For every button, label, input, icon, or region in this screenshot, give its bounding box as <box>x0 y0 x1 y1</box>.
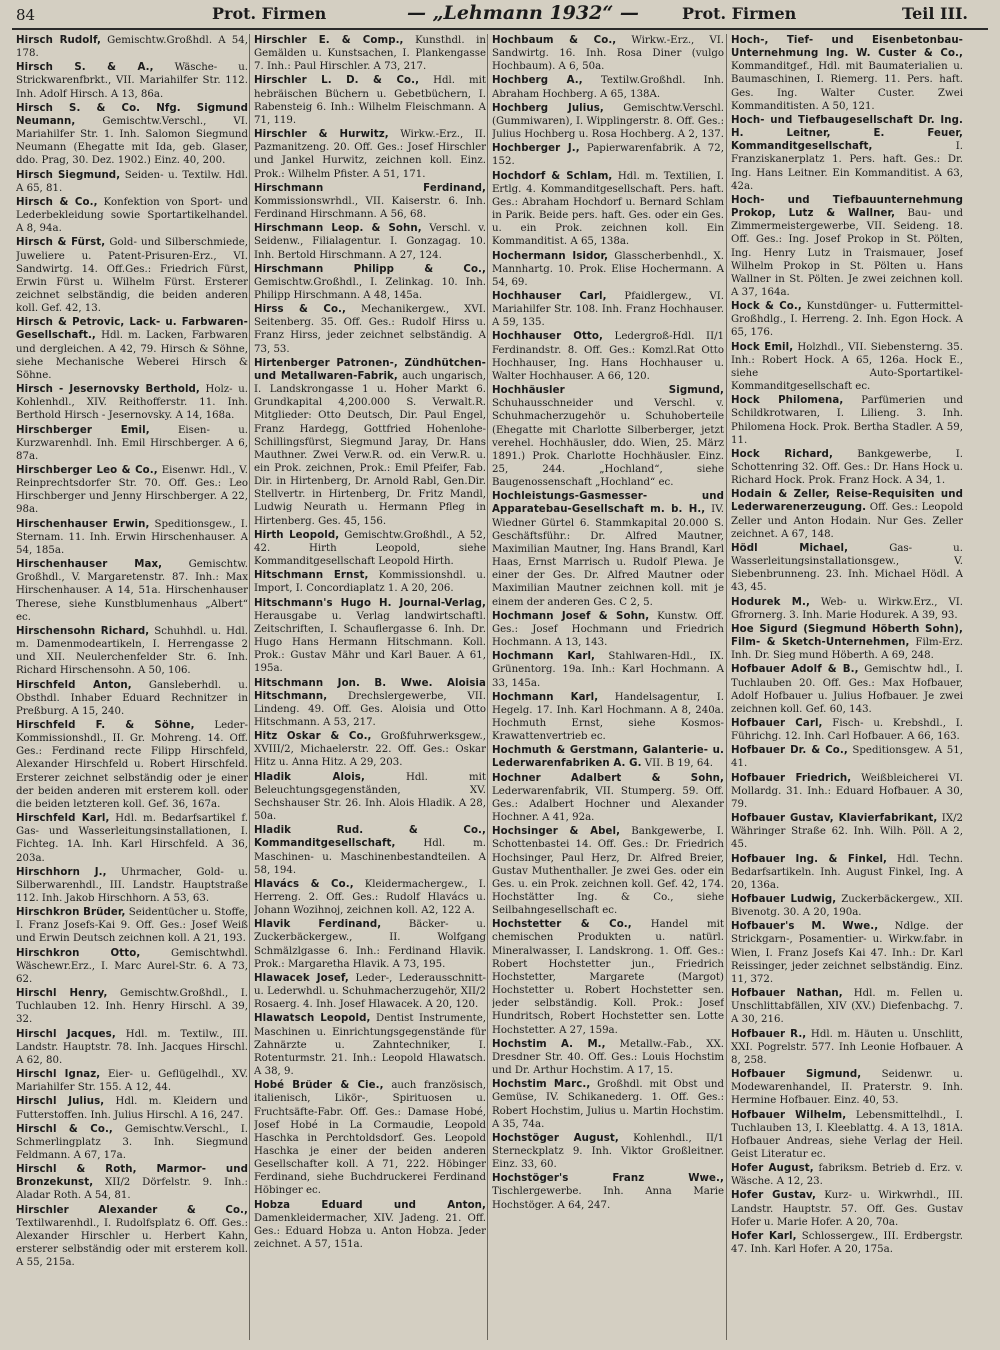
firm-details: Bau- und Zimmermeistergewerbe, VII. Seideng. 18. Off. Ges.: Ing. Josef Prokop in St. Pölten, Ing. Henry Lutz in Traismauer, Josef Wilhelm Prokop in St. Pölten u. Hans Wallner in St. Pölten. Je zwei zeichnen koll. A 37, 164a. <box>731 208 963 298</box>
firm-details: Holz- u. Kohlenhdl., XIV. Reithofferstr. 11. Inh. Berthold Hirsch - Jesernovsky. A 14, 168a. <box>16 384 248 422</box>
firm-name: Hirsch Rudolf, <box>16 35 101 46</box>
directory-entry <box>16 1123 248 1162</box>
header-rule <box>12 28 988 30</box>
firm-name: Hirschkron Brüder, <box>16 907 126 919</box>
directory-entry <box>731 194 963 299</box>
firm-name: Hochberger J., <box>492 143 580 155</box>
firm-name: Hirss & Co., <box>254 304 346 316</box>
directory-entry <box>492 170 724 249</box>
firm-details: Lederwarenfabrik, VII. Stumperg. 59. Off. Ges.: Adalbert Hochner und Alexander Hochner. A 41, 92a. <box>492 785 724 824</box>
directory-entry <box>492 250 724 289</box>
directory-entry <box>731 853 963 892</box>
directory-entry <box>492 610 724 649</box>
left-heading: Prot. Firmen <box>212 4 327 23</box>
directory-entry <box>254 569 486 595</box>
directory-entry <box>254 128 486 181</box>
directory-entry <box>254 74 486 127</box>
firm-details: Speditionsgew., I. Sternam. 11. Inh. Erwin Hirschenhauser. A 54, 185a. <box>16 518 248 556</box>
directory-entry <box>254 263 486 302</box>
directory-entry <box>16 34 248 60</box>
firm-name: Hirschmann Leop. & Sohn, <box>254 223 422 235</box>
column-divider <box>726 34 727 1340</box>
directory-entry <box>731 1028 963 1067</box>
directory-entry <box>492 330 724 383</box>
firm-name: Hirschl Jacques, <box>16 1028 116 1040</box>
directory-entry <box>492 1132 724 1171</box>
directory-entry <box>492 825 724 917</box>
firm-details: Großfuhrwerksgew., XVIII/2, Michaelerstr. 22. Off. Ges.: Oskar Hitz u. Anna Hitz. A 29, 203. <box>254 731 486 769</box>
firm-name: Hirschler E. & Comp., <box>254 35 404 46</box>
firm-name: Hirschler L. D. & Co., <box>254 75 420 87</box>
firm-details: Hdl. m. Lacken, Farbwaren und dergleichen. A 42, 79. Hirsch & Söhne, siehe Mechanische Weberei Hirsch & Söhne. <box>16 330 248 381</box>
firm-details: Kunstw. Off. Ges.: Josef Hochmann und Friedrich Hochmann. A 13, 143. <box>492 610 724 649</box>
directory-entry <box>254 824 486 877</box>
firm-details: Kommanditgef., Hdl. mit Baumaterialien u. Baumaschinen, I. Riemerg. 11. Pers. haft. Ges. Ing. Walter Custer. Zwei Kommanditisten. A 50, 121. <box>731 61 963 112</box>
directory-entry <box>731 114 963 193</box>
firm-details: Ndlge. der Strickgarn-, Posamentier- u. Wirkw.fabr. in Wien, I. Franz Josefs Kai 47. Inh.: Dr. Karl Reissinger, jeder zeichnet selbständig. Einz. 11, 372. <box>731 921 963 985</box>
firm-name: Hirsch & Co., <box>16 196 98 208</box>
firm-name: Hlavik Ferdinand, <box>254 919 382 931</box>
firm-details: Kunsthdl. in Gemälden u. Kunstsachen, I. Plankengasse 7. Inh.: Paul Hirschler. A 73, 217. <box>254 35 486 73</box>
firm-details: Kohlenhdl., II/1 Sterneckplatz 9. Inh. Viktor Großleitner. Einz. 33, 60. <box>492 1132 724 1171</box>
directory-entry <box>731 812 963 851</box>
directory-entry <box>254 357 486 528</box>
firm-details: Gemischtw. Großhdl., V. Margaretenstr. 87. Inh.: Max Hirschenhauser. A 14, 51a. Hirschenhauser Therese, siehe Kunstblumenhaus „Albert“ ec. <box>16 559 248 623</box>
directory-entry <box>16 1163 248 1202</box>
firm-details: Wirkw.-Erz., II. Pazmanitzeng. 20. Off. Ges.: Josef Hirschler und Jankel Hurwitz, zeichnen koll. Einz. Prok.: Wilhelm Pfister. A 51, 171. <box>254 129 486 180</box>
directory-entry <box>16 1068 248 1094</box>
firm-name: Hochhauser Carl, <box>492 290 607 302</box>
right-heading: Prot. Firmen <box>682 4 797 23</box>
firm-details: Hdl. m. Häuten u. Unschlitt, XXI. Pogrelstr. 577. Inh Leonie Hofbauer. A 8, 258. <box>731 1028 963 1066</box>
firm-details: Herausgabe u. Verlag landwirtschaftl. Zeitschriften, I. Schauflergasse 6. Inh. Dr. Hugo Hans Hermann Hitschmann. Koll. Prok.: Gustav Mähr und Karl Bauer. A 61, 195a. <box>254 610 486 675</box>
directory-entry <box>254 34 486 73</box>
directory-entry <box>254 677 486 730</box>
directory-entry <box>731 341 963 394</box>
firm-details: Drechslergewerbe, VII. Lindeng. 49. Off. Ges. Aloisia und Otto Hitschmann. A 53, 217. <box>254 690 486 728</box>
directory-entry <box>16 719 248 811</box>
firm-name: Hirschl Ignaz, <box>16 1069 101 1081</box>
directory-entry <box>731 893 963 919</box>
directory-entry <box>492 650 724 689</box>
firm-details: Tischlergewerbe. Inh. Anna Marie Hochstöger. A 64, 247. <box>492 1186 724 1211</box>
directory-entry <box>492 1172 724 1211</box>
firm-name: Hochstöger's Franz Wwe., <box>492 1173 724 1185</box>
directory-entry <box>492 744 724 770</box>
firm-name: Hitschmann's Hugo H. Journal-Verlag, <box>254 597 486 609</box>
firm-name: Hirschler Alexander & Co., <box>16 1204 248 1216</box>
firm-details: Gemischtw.Großhdl. A 54, 178. <box>16 35 248 60</box>
column-divider <box>487 34 488 1340</box>
directory-entry <box>16 102 248 168</box>
directory-entry <box>731 448 963 487</box>
firm-details: Kurz- u. Wirkwrhdl., III. Landstr. Hauptstr. 57. Off. Ges. Gustav Hofer u. Marie Hofer. A 20, 70a. <box>731 1190 963 1228</box>
column-2 <box>254 34 486 1342</box>
firm-name: Hödl Michael, <box>731 542 849 554</box>
directory-entry <box>492 1038 724 1077</box>
directory-entry <box>731 1189 963 1228</box>
firm-details: Dentist Instrumente, Maschinen u. Einrichtungsgegenstände für Zahnärzte u. Zahntechniker, I. Rotenturmstr. 21. Inh.: Leopold Hlawatsch. A 38, 9. <box>254 1013 486 1078</box>
firm-details: Textilwarenhdl., I. Rudolfsplatz 6. Off. Ges.: Alexander Hirschler u. Herbert Kahn, ersterer selbständig oder mit ersterem koll. A 55, 215a. <box>16 1217 248 1269</box>
firm-name: Hochbaum & Co., <box>492 35 617 46</box>
firm-details: VII. B 19, 64. <box>641 758 714 770</box>
directory-entry <box>492 74 724 100</box>
firm-name: Hofer Gustav, <box>731 1190 816 1202</box>
column-1 <box>16 34 248 1342</box>
firm-details: Glasscherbenhdl., X. Mannhartg. 10. Prok. Elise Hochermann. A 54, 69. <box>492 250 724 288</box>
directory-entry <box>16 866 248 905</box>
firm-name: Hoe Sigurd (Siegmund Höberth Sohn), Film- & Sketch-Unternehmen, <box>731 623 963 649</box>
firm-name: Hock Emil, <box>731 341 794 353</box>
directory-entry <box>731 663 963 716</box>
firm-details: Bankgewerbe, I. Schottenbastei 14. Off. Ges.: Dr. Friedrich Hochsinger, Paul Herz, Dr. Alfred Breier, Gustav Muthenthaller. Je zwei Ges. oder ein Ges. u. ein Prok. zeichnen koll. Gef. 42, 174. Hochstätter Ing. & Co., siehe Seilbahngesellschaft ec. <box>492 826 724 917</box>
firm-name: Hochstetter & Co., <box>492 919 632 931</box>
firm-name: Hochmann Karl, <box>492 691 599 703</box>
firm-name: Hofbauer Gustav, Klavierfabrikant, <box>731 813 938 825</box>
firm-details: fabriksm. Betrieb d. Erz. v. Wäsche. A 12, 23. <box>731 1163 963 1188</box>
firm-name: Hirtenberger Patronen-, Zündhütchen- und Metallwaren-Fabrik, <box>254 357 486 382</box>
firm-details: Web- u. Wirkw.Erz., VI. Gfrornerg. 3. Inh. Marie Hodurek. A 39, 93. <box>731 596 963 621</box>
firm-details: Eier- u. Geflügelhdl., XV. Mariahilfer Str. 155. A 12, 44. <box>16 1069 248 1094</box>
firm-name: Hofbauer Adolf & B., <box>731 664 859 676</box>
firm-details: Gemischtw.Großhdl., A 52, 42. Hirth Leopold, siehe Kommanditgesellschaft Leopold Hirth. <box>254 529 486 568</box>
firm-details: Seidentücher u. Stoffe, I. Franz Josefs-Kai 9. Off. Ges.: Josef Weiß und Erwin Deutsch zeichnen koll. A 21, 193. <box>16 907 248 945</box>
firm-details: Großhdl. mit Obst und Gemüse, IV. Schikanederg. 1. Off. Ges.: Robert Hochstim, Julius u. Martin Hochstim. A 35, 74a. <box>492 1079 724 1130</box>
firm-name: Hofer Karl, <box>731 1230 797 1242</box>
firm-name: Hochhauser Otto, <box>492 331 603 343</box>
firm-details: Parfümerien und Schildkrotwaren, I. Lilieng. 3. Inh. Philomena Hock. Prok. Bertha Stadler. A 59, 11. <box>731 395 963 446</box>
directory-entry <box>492 290 724 329</box>
directory-entry <box>254 771 486 824</box>
directory-entry <box>16 558 248 624</box>
firm-name: Hirschl & Co., <box>16 1123 113 1135</box>
firm-name: Hochsinger & Abel, <box>492 826 621 838</box>
firm-details: Gemischtw.Verschl., I. Schmerlingplatz 3. Inh. Siegmund Feldmann. A 67, 17a. <box>16 1123 248 1161</box>
directory-entry <box>16 947 248 986</box>
directory-entry <box>492 691 724 744</box>
directory-entry <box>254 303 486 356</box>
firm-details: Wäsche- u. Strickwarenfbrkt., VII. Mariahilfer Str. 112. Inh. Adolf Hirsch. A 13, 86a. <box>16 62 248 100</box>
firm-name: Hodain & Zeller, Reise-Requisiten und Lederwarenerzeugung. <box>731 489 963 514</box>
firm-name: Hochner Adalbert & Sohn, <box>492 772 724 784</box>
firm-name: Hofbauer Ludwig, <box>731 894 837 905</box>
firm-name: Hofbauer Nathan, <box>731 988 843 1000</box>
firm-name: Hoch- und Tiefbaugesellschaft Dr. Ing. H. Leitner, E. Feuer, Kommanditgesellschaft, <box>731 114 963 153</box>
directory-entry <box>254 1199 486 1252</box>
firm-name: Hofbauer Carl, <box>731 717 823 729</box>
firm-name: Hofer August, <box>731 1163 814 1175</box>
directory-entry <box>254 878 486 917</box>
directory-entry <box>16 424 248 463</box>
firm-name: Hoch- und Tiefbauunternehmung Prokop, Lutz & Wallner, <box>731 194 963 220</box>
firm-name: Hock Richard, <box>731 448 833 460</box>
firm-name: Hirth Leopold, <box>254 529 340 541</box>
directory-entry <box>731 596 963 622</box>
firm-details: Gas- u. Wasserleitungsinstallationsgew., V. Siebenbrunneng. 23. Inh. Michael Hödl. A 43, 45. <box>731 542 963 594</box>
firm-details: Zuckerbäckergew., XII. Bivenotg. 30. A 20, 190a. <box>731 894 963 919</box>
firm-details: Pfaidlergew., VI. Mariahilfer Str. 108. Inh. Franz Hochhauser. A 59, 135. <box>492 290 724 329</box>
firm-name: Hirsch - Jesernovsky Berthold, <box>16 384 200 396</box>
firm-details: Fisch- u. Krebshdl., I. Führichg. 12. Inh. Carl Hofbauer. A 66, 163. <box>731 717 963 743</box>
firm-details: Schuhausschneider und Verschl. v. Schuhmacherzugehör u. Schuhoberteile (Ehegatte mit Charlotte Silberberger, jetzt verehel. Hochhäusler, ddo. Wien, 25. März 1891.) Prok. Charlotte Hochhäusler. Einz. 25, 244. „Hochland“, siehe Baugenossenschaft „Hochland“ ec. <box>492 398 724 489</box>
directory-entry <box>16 812 248 865</box>
firm-name: Hochmann Josef & Sohn, <box>492 610 650 622</box>
firm-details: Textilw.Großhdl. Inh. Abraham Hochberg. A 65, 138A. <box>492 75 724 100</box>
firm-name: Hirschfeld Anton, <box>16 679 132 691</box>
firm-name: Hlavács & Co., <box>254 878 354 890</box>
directory-entry <box>492 34 724 73</box>
firm-name: Hladik Rud. & Co., Kommanditgesellschaft, <box>254 825 486 850</box>
directory-title: — „Lehmann 1932“ — <box>407 2 639 24</box>
firm-details: Gemischtw.Verschl., VI. Mariahilfer Str. 1. Inh. Salomon Siegmund Neumann (Ehegatte mit Ida, geb. Glaser, ddo. Prag, 30. Dez. 1902.) Einz. 40, 200. <box>16 115 248 167</box>
directory-entry <box>731 623 963 662</box>
firm-name: Hirschensohn Richard, <box>16 625 150 637</box>
firm-name: Hirschler & Hurwitz, <box>254 129 389 141</box>
firm-name: Hofbauer's M. Wwe., <box>731 921 879 933</box>
firm-name: Hofbauer Ing. & Finkel, <box>731 853 888 865</box>
directory-entry <box>731 300 963 339</box>
firm-name: Hofbauer R., <box>731 1028 807 1040</box>
firm-name: Hirschhorn J., <box>16 866 107 878</box>
firm-details: Hdl. m. Kleidern und Futterstoffen. Inh. Julius Hirschl. A 16, 247. <box>16 1096 248 1121</box>
page-number: 84 <box>16 6 36 24</box>
firm-name: Hochberg Julius, <box>492 102 604 114</box>
directory-entry <box>731 1068 963 1107</box>
firm-name: Hochdorf & Schlam, <box>492 170 613 182</box>
directory-entry <box>492 1078 724 1131</box>
directory-entry <box>16 169 248 195</box>
directory-entry <box>731 1109 963 1162</box>
firm-details: Damenkleidermacher, XIV. Jadeng. 21. Off. Ges.: Eduard Hobza u. Anton Hobza. Jeder zeichnet. A 57, 151a. <box>254 1212 486 1251</box>
directory-entry <box>16 679 248 718</box>
firm-details: Hdl. mit hebräischen Büchern u. Gebetbüchern, I. Rabensteig 6. Inh.: Wilhelm Fleischmann. A 71, 119. <box>254 75 486 126</box>
firm-details: XII/2 Dörfelstr. 9. Inh.: Aladar Roth. A 54, 81. <box>16 1177 248 1202</box>
firm-name: Hofbauer Dr. & Co., <box>731 745 848 757</box>
firm-details: Wirkw.-Erz., VI. Sandwirtg. 16. Inh. Rosa Diner (vulgo Hochbaum). A 6, 50a. <box>492 35 724 73</box>
firm-details: Seidenwr. u. Modewarenhandel, II. Praterstr. 9. Inh. Hermine Hofbauer. Einz. 40, 53. <box>731 1069 963 1107</box>
firm-details: Handelsagentur, I. Hegelg. 17. Inh. Karl Hochmann. A 8, 240a. Hochmuth Ernst, siehe Kosmos-Krawattenvertrieb ec. <box>492 691 724 743</box>
directory-entry <box>731 34 963 113</box>
firm-name: Hlawatsch Leopold, <box>254 1013 371 1025</box>
directory-entry <box>492 490 724 608</box>
page-header <box>12 2 990 28</box>
directory-entry <box>731 1230 963 1256</box>
firm-name: Hock & Co., <box>731 301 802 313</box>
firm-details: Uhrmacher, Gold- u. Silberwarenhdl., III. Landstr. Hauptstraße 112. Inh. Jakob Hirschhorn. A 53, 63. <box>16 866 248 904</box>
directory-entry <box>254 918 486 971</box>
firm-details: Off. Ges.: Leopold Zeller und Anton Hodain. Nur Ges. Zeller zeichnet. A 67, 148. <box>731 502 963 540</box>
firm-details: Schuhhdl. u. Hdl. m. Damenmodeartikeln, I. Herrengasse 2 und XII. Neulerchenfelder Str. 6. Inh. Richard Hirschensohn. A 50, 106. <box>16 625 248 677</box>
directory-entry <box>731 920 963 986</box>
firm-name: Hochstim A. M., <box>492 1038 606 1050</box>
firm-name: Hock Philomena, <box>731 395 844 407</box>
firm-details: Handel mit chemischen Produkten u. natürl. Mineralwasser, I. Landskrong. 1. Off. Ges.: Robert Hochstetter jun., Friedrich Hochstetter, Margarete (Margot) Hochstetter u. Robert Hochstetter sen. jeder selbständig. Koll. Prok.: Josef Hundritsch, Robert Hochstetter sen. Lotte Hochstetter. A 27, 159a. <box>492 919 724 1036</box>
firm-details: Hdl. mit Beleuchtungsgegenständen, XV. Sechshauser Str. 26. Inh. Alois Hladik. A 28, 50a. <box>254 771 486 823</box>
column-4 <box>731 34 963 1342</box>
firm-name: Hirsch & Fürst, <box>16 237 106 249</box>
firm-details: Eisenwr. Hdl., V. Reinprechtsdorfer Str. 70. Off. Ges.: Leo Hirschberger und Jenny Hirschberger. A 22, 98a. <box>16 465 248 516</box>
directory-entry <box>16 236 248 315</box>
firm-details: Gemischtw.Großhdl., I. Zelinkag. 10. Inh. Philipp Hirschmann. A 48, 145a. <box>254 276 486 301</box>
directory-entry <box>731 772 963 811</box>
firm-details: auch ungarisch, I. Landskrongasse 1 u. Hoher Markt 6. Grundkapital 4,200.000 S. Verwalt.R. Mitglieder: Otto Deutsch, Dir. Paul Engel, Franz Hardegg, Gottfried Hohenlohe-Schillingsfürst, Siegmund Jaray, Dr. Hans Mauthner. Zwei Verw.R. od. ein Verw.R. u. ein Prok. zeichnen, Prok.: Emil Pfeifer, Fab. Dir. in Hirtenberg, Dr. Arnold Rabl, Gen.Dir. Stellvertr. in Hirtenberg, Dr. Fritz Mandl, Ludwig Neurath u. Hermann Pfleg in Hirtenberg. Ges. 45, 156. <box>254 370 486 527</box>
firm-details: Papierwarenfabrik. A 72, 152. <box>492 143 724 168</box>
directory-entry <box>731 987 963 1026</box>
firm-details: Verschl. v. Seidenw., Filialagentur. I. Gonzagag. 10. Inh. Bertold Hirschmann. A 27, 124. <box>254 223 486 261</box>
directory-entry <box>254 529 486 568</box>
firm-name: Hirsch Siegmund, <box>16 169 121 181</box>
firm-details: Speditionsgew. A 51, 41. <box>731 745 963 770</box>
firm-name: Hirschberger Leo & Co., <box>16 465 158 476</box>
directory-entry <box>16 1028 248 1067</box>
firm-details: Leder-, Lederausschnitt- u. Lederwhdl. u. Schuhmacherzugehör, XII/2 Rosaerg. 4. Inh. Josef Hlawacek. A 20, 120. <box>254 972 486 1011</box>
firm-details: Holzhdl., VII. Siebensterng. 35. Inh.: Robert Hock. A 65, 126a. Hock E., siehe Auto-Sportartikel-Kommanditgesellschaft ec. <box>731 341 963 393</box>
part-label: Teil III. <box>902 4 968 23</box>
firm-details: Film-Erz. Inh. Dr. Sieg mund Höberth. A 69, 248. <box>731 637 963 662</box>
firm-name: Hobza Eduard und Anton, <box>254 1199 486 1211</box>
firm-name: Hlawacek Josef, <box>254 972 349 984</box>
directory-entry <box>254 222 486 261</box>
firm-details: Lebensmittelhdl., I. Tuchlauben 13, I. Kleeblattg. 4. A 13, 181A. Hofbauer Andreas, siehe Verlag der Heil. Geist Literatur ec. <box>731 1109 963 1160</box>
directory-entry <box>16 987 248 1026</box>
directory-entry <box>731 488 963 541</box>
firm-name: Hirschl Julius, <box>16 1096 105 1108</box>
firm-name: Hirschl & Roth, Marmor- und Bronzekunst, <box>16 1164 248 1189</box>
firm-details: Gansleberhdl. u. Obsthdl. Inhaber Eduard Rechnitzer in Preßburg. A 15, 240. <box>16 679 248 717</box>
firm-details: Gemischtw.Verschl. (Gummiwaren), I. Wipplingerstr. 8. Off. Ges.: Julius Hochberg u. Rosa Hochberg. A 2, 137. <box>492 102 724 141</box>
firm-details: Stahlwaren-Hdl., IX. Grünentorg. 19a. Inh.: Karl Hochmann. A 33, 145a. <box>492 651 724 689</box>
firm-details: auch französisch, italienisch, Likör-, Spirituosen u. Fruchtsäfte-Fabr. Off. Ges.: Damase Hobé, Josef Hobé in La Cormaudie, Leopold Haschka in Perchtoldsdorf. Ges. Leopold Haschka je einer der beiden anderen Gesellschafter koll. A 71, 222. Höbinger Ferdinand, siehe Buchdruckerei Ferdinand Höbinger ec. <box>254 1080 486 1197</box>
column-3 <box>492 34 724 1342</box>
firm-details: IV. Wiedner Gürtel 6. Stammkapital 20.000 S. Geschäftsführ.: Dr. Alfred Mautner, Maximilian Mautner, Ing. Hans Brandl, Karl Haas, Ernst Marrisch u. Rudolf Plewa. Je einer der Ges. Dr. Alfred Mautner oder Maximilian Mautner zeichnen koll. mit je einem der anderen Ges. C 2, 5. <box>492 504 724 608</box>
firm-details: I. Franziskanerplatz 1. Pers. haft. Ges.: Dr. Ing. Hans Leitner. Ein Kommanditist. A 63, 42a. <box>731 141 963 192</box>
firm-name: Hoch-, Tief- und Eisenbetonbau-Unternehmung Ing. W. Custer & Co., <box>731 35 963 60</box>
firm-details: Ledergroß-Hdl. II/1 Ferdinandstr. 8. Off. Ges.: Komzl.Rat Otto Hochhauser, Ing. Hans Hochhauser u. Walter Hochhauser. A 66, 120. <box>492 331 724 382</box>
directory-entry <box>254 1079 486 1197</box>
firm-details: Hdl. m. Textilw., III. Landstr. Hauptstr. 78. Inh. Jacques Hirschl. A 62, 80. <box>16 1028 248 1066</box>
firm-name: Hirschl Henry, <box>16 988 108 1000</box>
directory-entry <box>16 518 248 557</box>
directory-entry <box>254 182 486 221</box>
firm-name: Hirschfeld F. & Söhne, <box>16 719 195 731</box>
firm-name: Hofbauer Friedrich, <box>731 772 852 784</box>
firm-details: Metallw.-Fab., XX. Dresdner Str. 40. Off. Ges.: Louis Hochstim und Dr. Arthur Hochstim. A 17, 15. <box>492 1038 724 1077</box>
firm-details: Hdl. m. Bedarfsartikel f. Gas- und Wasserleitungsinstallationen, I. Fichteg. 1A. Inh. Karl Hirschfeld. A 36, 203a. <box>16 813 248 864</box>
firm-details: Hdl. Techn. Bedarfsartikeln. Inh. August Finkel, Ing. A 20, 136a. <box>731 853 963 891</box>
firm-details: Seiden- u. Textilw. Hdl. A 65, 81. <box>16 169 248 194</box>
firm-details: Kunstdünger- u. Futtermittel-Großhdlg., I. Herreng. 2. Inh. Egon Hock. A 65, 176. <box>731 301 963 339</box>
directory-entry <box>16 383 248 422</box>
directory-entry <box>254 730 486 769</box>
firm-details: Hdl. m. Textilien, I. Ertlg. 4. Kommanditgesellschaft. Pers. haft. Ges.: Abraham Hochdorf u. Bernard Schlam in Parik. Beide pers. haft. Ges. oder ein Ges. u. ein Prok. zeichnen koll. Ein Kommanditist. A 65, 138a. <box>492 170 724 248</box>
firm-details: Gemischtwhdl. Wäschewr.Erz., I. Marc Aurel-Str. 6. A 73, 62. <box>16 947 248 985</box>
firm-details: IX/2 Währinger Straße 62. Inh. Wilh. Pöll. A 2, 45. <box>731 813 963 851</box>
directory-entry <box>16 464 248 517</box>
firm-name: Hirschenhauser Max, <box>16 559 163 571</box>
firm-name: Hochmann Karl, <box>492 651 596 663</box>
firm-name: Hirsch S. & Co. Nfg. Sigmund Neumann, <box>16 102 248 127</box>
directory-entry <box>731 717 963 743</box>
firm-details: Hdl. m. Maschinen- u. Maschinenbestandteilen. A 58, 194. <box>254 838 486 876</box>
firm-name: Hochstöger August, <box>492 1132 619 1144</box>
directory-entry <box>16 1095 248 1121</box>
firm-name: Hirschkron Otto, <box>16 947 141 959</box>
firm-name: Hobé Brüder & Cie., <box>254 1080 384 1092</box>
directory-entry <box>16 625 248 678</box>
firm-name: Hirschmann Philipp & Co., <box>254 263 486 275</box>
firm-name: Hochhäusler Sigmund, <box>492 385 724 397</box>
firm-name: Hochberg A., <box>492 75 583 87</box>
directory-entry <box>492 384 724 489</box>
firm-name: Hofbauer Sigmund, <box>731 1069 862 1081</box>
firm-details: Kleidermachergew., I. Herreng. 2. Off. Ges.: Rudolf Hlavács u. Johann Wozihnoj, zeichnen koll. A2, 122 A. <box>254 878 486 917</box>
firm-details: Schlossergew., III. Erdbergstr. 47. Inh. Karl Hofer. A 20, 175a. <box>731 1230 963 1256</box>
directory-entry <box>254 1012 486 1078</box>
directory-entry <box>492 102 724 141</box>
directory-entry <box>254 597 486 676</box>
firm-name: Hofbauer Wilhelm, <box>731 1109 847 1121</box>
firm-name: Hirschenhauser Erwin, <box>16 518 150 530</box>
firm-name: Hochstim Marc., <box>492 1079 591 1091</box>
directory-entry <box>16 1204 248 1270</box>
firm-name: Hochermann Isidor, <box>492 250 609 262</box>
directory-entry <box>492 772 724 825</box>
directory-entry <box>731 1162 963 1188</box>
directory-entry <box>254 972 486 1011</box>
firm-details: Konfektion von Sport- und Lederbekleidung sowie Sportartikelhandel. A 8, 94a. <box>16 196 248 235</box>
directory-entry <box>731 394 963 447</box>
directory-entry <box>16 196 248 235</box>
directory-entry <box>492 918 724 1036</box>
firm-details: Eisen- u. Kurzwarenhdl. Inh. Emil Hirschberger. A 6, 87a. <box>16 424 248 462</box>
directory-entry <box>731 542 963 595</box>
firm-name: Hirschfeld Karl, <box>16 813 110 825</box>
firm-details: Bankgewerbe, I. Schottenring 32. Off. Ges.: Dr. Hans Hock u. Richard Hock. Prok. Franz Hock. A 34, 1. <box>731 448 963 487</box>
firm-details: Mechanikergew., XVI. Seitenberg. 35. Off. Ges.: Rudolf Hirss u. Franz Hirss, jeder zeichnet selbständig. A 73, 53. <box>254 304 486 355</box>
firm-details: Kommissionswrhdl., VII. Kaiserstr. 6. Inh. Ferdinand Hirschmann. A 56, 68. <box>254 195 486 221</box>
firm-details: Leder-Kommissionshdl., II. Gr. Mohreng. 14. Off. Ges.: Ferdinand recte Filipp Hirschfeld, Alexander Hirschfeld u. Robert Hirschfeld. Ersterer zeichnet selbständig oder je einer der beiden anderen mit ersterem koll. oder die beiden letzteren koll. Gef. 36, 167a. <box>16 719 248 810</box>
firm-name: Hodurek M., <box>731 596 810 608</box>
firm-name: Hladik Alois, <box>254 771 365 783</box>
firm-details: Bäcker- u. Zuckerbäckergew., II. Wolfgang Schmälzlgasse 6. Inh.: Ferdinand Hlavik. Prok.: Margaretha Hlavik. A 73, 195. <box>254 919 486 970</box>
firm-details: Weißbleicherei VI. Mollardg. 31. Inh.: Eduard Hofbauer. A 30, 79. <box>731 772 963 810</box>
firm-name: Hochleistungs-Gasmesser- und Apparatebau-Gesellschaft m. b. H., <box>492 491 724 516</box>
directory-entry <box>16 906 248 945</box>
directory-entry <box>16 61 248 100</box>
firm-name: Hirschberger Emil, <box>16 424 150 436</box>
firm-details: Gemischtw hdl., I. Tuchlauben 20. Off. Ges.: Max Hofbauer, Adolf Hofbauer u. Julius Hofbauer. Je zwei zeichnen koll. Gef. 60, 143. <box>731 664 963 715</box>
directory-entry <box>16 316 248 382</box>
firm-name: Hirsch S. & A., <box>16 62 154 74</box>
firm-name: Hochmuth & Gerstmann, Galanterie- u. Lederwarenfabriken A. G. <box>492 745 724 770</box>
firm-name: Hitschmann Ernst, <box>254 570 369 582</box>
firm-details: Kommissionshdl. u. Import, I. Concordiaplatz 1. A 20, 206. <box>254 570 486 595</box>
firm-name: Hitz Oskar & Co., <box>254 731 372 743</box>
firm-details: Hdl. m. Fellen u. Unschlittabfällen, XIV (XV.) Diefenbachg. 7. A 30, 216. <box>731 988 963 1026</box>
firm-details: Gemischtw.Großhdl., I. Tuchlauben 12. Inh. Henry Hirschl. A 39, 32. <box>16 988 248 1026</box>
directory-entry <box>731 744 963 770</box>
firm-name: Hirsch & Petrovic, Lack- u. Farbwaren-Gesellschaft., <box>16 317 248 342</box>
firm-details: Gold- und Silberschmiede, Juweliere u. Patent-Prisuren-Erz., VI. Sandwirtg. 14. Off.Ges.: Friedrich Fürst, Erwin Fürst u. Wilhelm Fürst. Ersterer zeichnet selbständig, die beiden anderen koll. Gef. 42, 13. <box>16 237 248 315</box>
firm-name: Hitschmann Jon. B. Wwe. Aloisia Hitschmann, <box>254 677 486 702</box>
firm-name: Hirschmann Ferdinand, <box>254 182 486 194</box>
directory-entry <box>492 142 724 168</box>
column-divider <box>249 34 250 1340</box>
